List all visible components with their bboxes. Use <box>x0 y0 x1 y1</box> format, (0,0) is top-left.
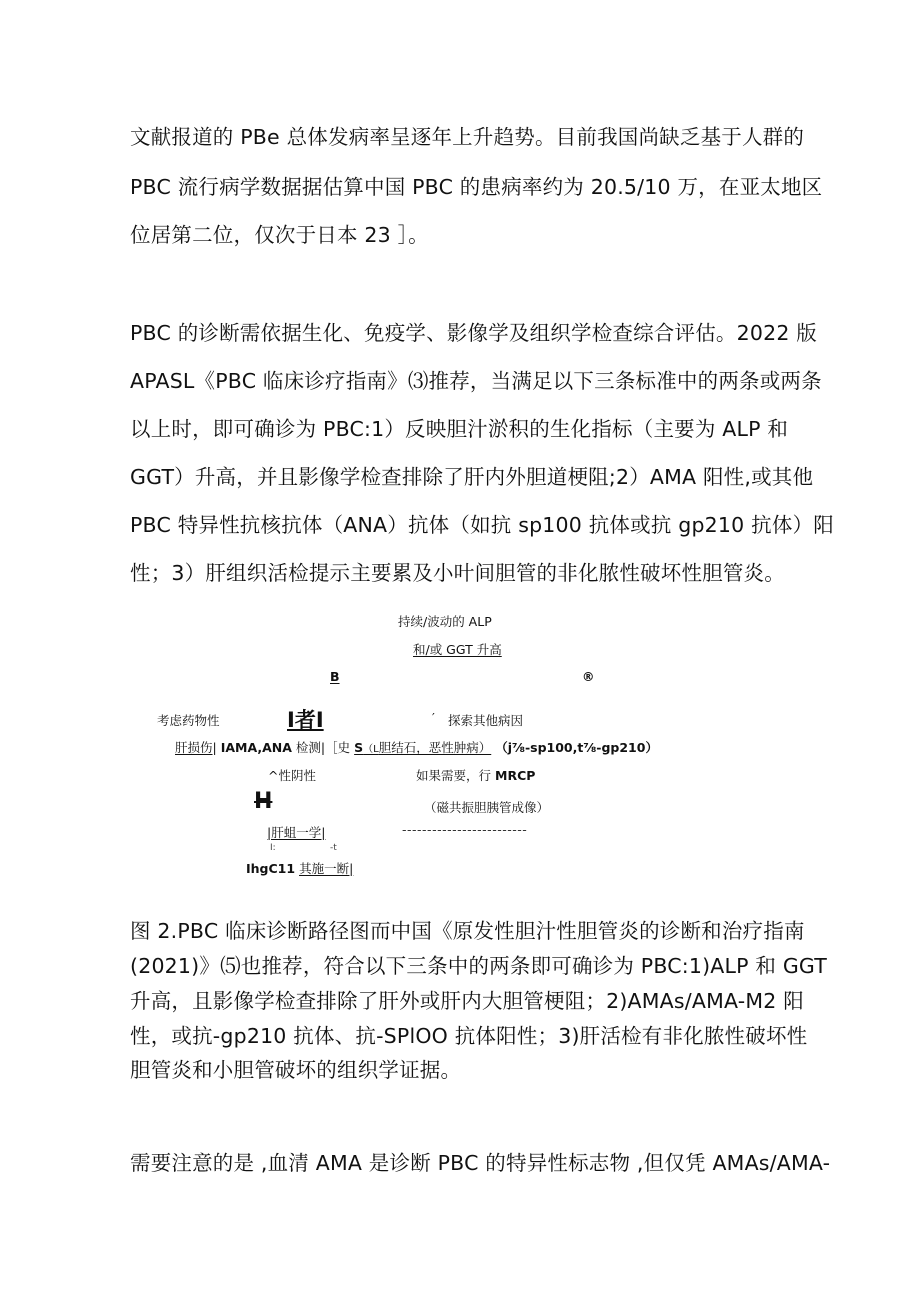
text-line: 性，或抗-gp210 抗体、抗-SPlOO 抗体阳性；3)肝活检有非化脓性破坏性 <box>130 1024 808 1048</box>
text-line: GGT）升高，并且影像学检查排除了肝内外胆道梗阻;2）AMA 阳性,或其他 <box>130 465 814 489</box>
figure-biopsy: |肝蛆一学| <box>267 825 326 840</box>
figure-registered-symbol: ® <box>582 669 595 684</box>
figure-mrcp: MRCP <box>495 768 536 783</box>
text-line: (2021)》⑸也推荐，符合以下三条中的两条即可确诊为 PBC:1)ALP 和 GGT <box>130 954 828 978</box>
figure-if-needed: 如果需要，行 <box>416 768 492 783</box>
figure-detect: 检测|［史 <box>295 740 351 755</box>
figure-s-sub: （L <box>363 744 379 755</box>
figure-ihg: IhgC11 <box>246 861 296 876</box>
text-line: PBC 特异性抗核抗体（ANA）抗体（如抗 sp100 抗体或抗 gp210 抗体）阳 <box>130 513 834 537</box>
text-line: 需要注意的是 ,血清 AMA 是诊断 PBC 的特异性标志物 ,但仅凭 AMAs∕AMA- <box>130 1151 831 1175</box>
figure-dashed-line: ------------------------- <box>402 822 528 837</box>
text-line: 位居第二位，仅次于日本 23 ］。 <box>130 223 429 247</box>
text-line: PBC 的诊断需依据生化、免疫学、影像学及组织学检查综合评估。2022 版 <box>130 321 817 345</box>
text-line: 升高，且影像学检查排除了肝外或肝内大胆管梗阻；2)AMAs∕AMA-M2 阳 <box>130 989 804 1013</box>
figure-mrcp-row <box>416 766 535 784</box>
figure-s: S <box>354 740 364 755</box>
figure-ama-ana: IAMA,ANA <box>220 740 292 755</box>
text-line: 以上时，即可确诊为 PBC:1）反映胆汁淤积的生化指标（主要为 ALP 和 <box>130 417 789 441</box>
figure-node-b: B <box>330 669 340 684</box>
figure-negative: ^性阴性 <box>268 768 316 783</box>
figure-liver-injury: 肝损伤 <box>175 740 213 755</box>
figure-tick: ′ <box>432 710 435 725</box>
figure-top-label-2: 和/或 GGT 升高 <box>413 642 502 657</box>
text-line: 文献报道的 PBe 总体发病率呈逐年上升趋势。目前我国尚缺乏基于人群的 <box>130 125 805 149</box>
text-line: PBC 流行病学数据据估算中国 PBC 的患病率约为 20.5/10 万，在亚太地区 <box>130 175 823 199</box>
figure-mri: （磁共振胆胰管成像） <box>424 800 550 815</box>
text-line: APASL《PBC 临床诊疗指南》⑶推荐，当满足以下三条标准中的两条或两条 <box>130 369 822 393</box>
text-line: 胆管炎和小胆管破坏的组织学证据。 <box>130 1058 462 1082</box>
figure-small-left: I: <box>270 843 276 853</box>
figure-ihg-row <box>246 859 353 877</box>
text-line: 性；3）肝组织活检提示主要累及小叶间胆管的非化脓性破坏性胆管炎。 <box>130 561 785 585</box>
figure-explore-causes: 探索其他病因 <box>448 713 524 728</box>
figure-top-label-1: 持续/波动的 ALP <box>398 614 492 629</box>
text-line: 图 2.PBC 临床诊断路径图而中国《原发性胆汁性胆管炎的诊断和治疗指南 <box>130 919 805 943</box>
figure-h-symbol: H <box>254 789 273 814</box>
figure-row-detect: 肝损伤| IAMA,ANA 检测|［史 S（L胆结石，恶性肿病） （j⅞-sp100,t⅞-gp210） <box>175 740 658 755</box>
figure-small-right: -t <box>330 843 337 853</box>
figure-consider-drug: 考虑药物性 <box>157 713 220 728</box>
figure-zhe-mark: I者I <box>287 708 324 732</box>
figure-ihg-rest: 其施一断| <box>299 861 354 876</box>
figure-antibodies: （j⅞-sp100,t⅞-gp210） <box>495 740 658 755</box>
figure-stones: 胆结石，恶性肿病） <box>378 740 492 755</box>
